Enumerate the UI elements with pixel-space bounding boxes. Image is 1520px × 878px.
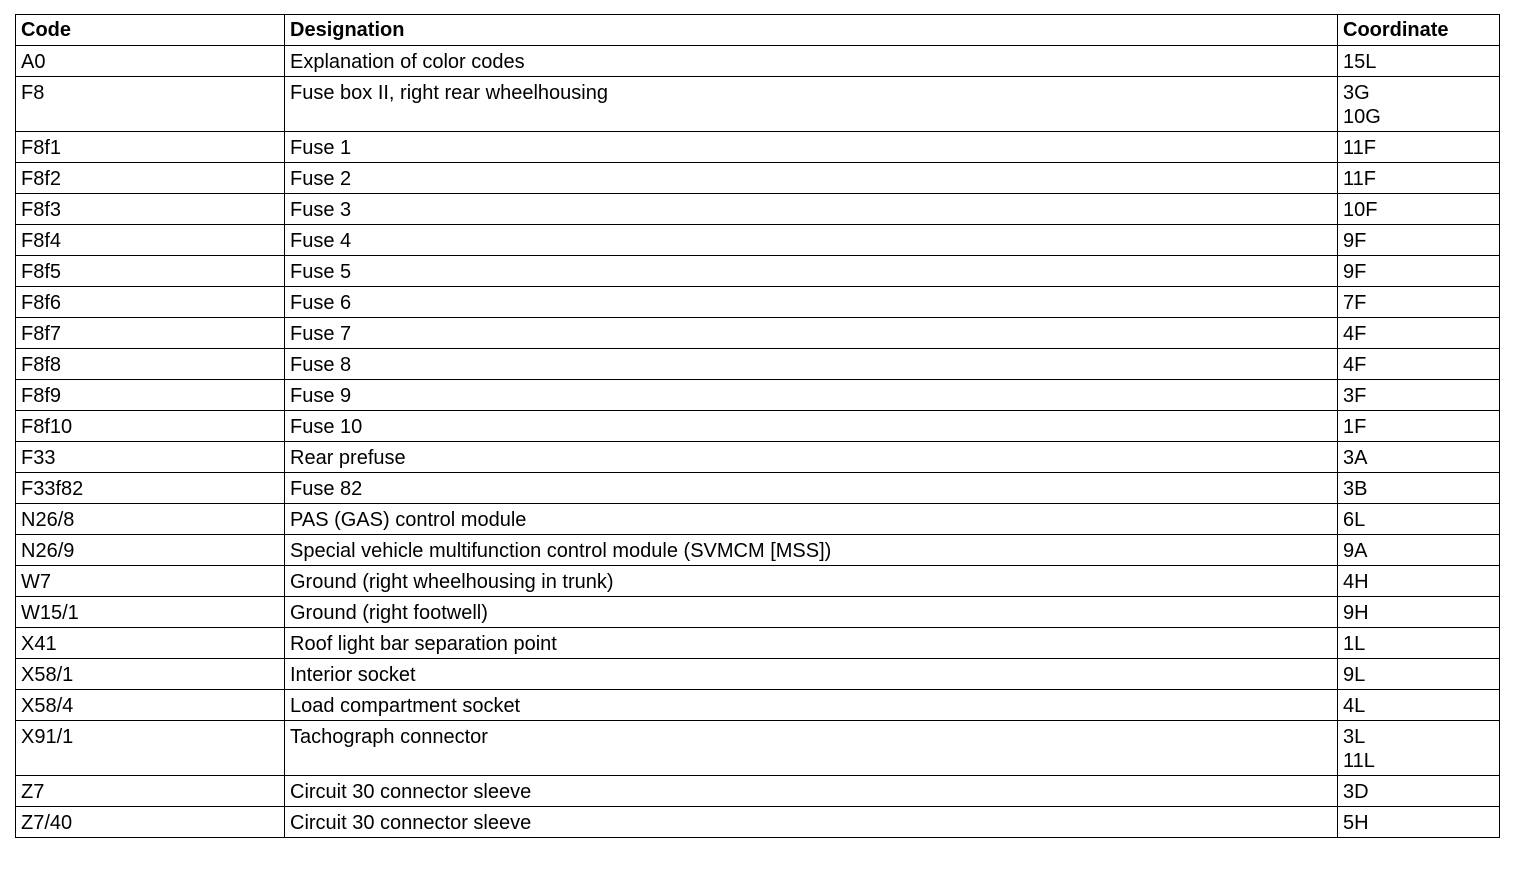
cell-code: F8f7	[16, 318, 285, 349]
table-row	[16, 349, 1500, 380]
coordinate-value: 6L	[1343, 509, 1366, 531]
coordinate-value: 11L	[1343, 750, 1375, 772]
coordinate-value: 1F	[1343, 416, 1367, 438]
cell-designation: Load compartment socket	[285, 690, 1338, 721]
cell-coordinate	[1338, 132, 1500, 163]
cell-designation: Tachograph connector	[285, 721, 1338, 776]
coordinate-value: 3D	[1343, 781, 1369, 803]
table-row	[16, 225, 1500, 256]
coordinate-value: 4H	[1343, 571, 1369, 593]
cell-designation: Roof light bar separation point	[285, 628, 1338, 659]
component-legend-table	[15, 14, 1500, 838]
table-row	[16, 287, 1500, 318]
cell-code: F8f4	[16, 225, 285, 256]
table-row	[16, 504, 1500, 535]
table-row	[16, 380, 1500, 411]
cell-coordinate	[1338, 628, 1500, 659]
cell-code: W15/1	[16, 597, 285, 628]
coordinate-value: 11F	[1343, 137, 1376, 159]
cell-designation: Fuse 7	[285, 318, 1338, 349]
cell-coordinate	[1338, 442, 1500, 473]
cell-coordinate	[1338, 318, 1500, 349]
coordinate-value: 9H	[1343, 602, 1369, 624]
cell-designation: Ground (right footwell)	[285, 597, 1338, 628]
coordinate-value: 4F	[1343, 323, 1367, 345]
header-code: Code	[16, 15, 285, 46]
cell-coordinate	[1338, 194, 1500, 225]
table-row	[16, 473, 1500, 504]
cell-designation: Fuse 10	[285, 411, 1338, 442]
cell-code: X58/4	[16, 690, 285, 721]
cell-code: X58/1	[16, 659, 285, 690]
cell-code: F8	[16, 77, 285, 132]
cell-code: X41	[16, 628, 285, 659]
cell-designation: Fuse 82	[285, 473, 1338, 504]
coordinate-value: 5H	[1343, 812, 1369, 834]
coordinate-value: 9L	[1343, 664, 1366, 686]
cell-coordinate	[1338, 807, 1500, 838]
table-row	[16, 628, 1500, 659]
cell-designation: Fuse 5	[285, 256, 1338, 287]
cell-designation: Fuse 6	[285, 287, 1338, 318]
table-row	[16, 442, 1500, 473]
table-row	[16, 46, 1500, 77]
coordinate-value: 9F	[1343, 261, 1367, 283]
table-row	[16, 535, 1500, 566]
table-row	[16, 194, 1500, 225]
cell-designation: Fuse 9	[285, 380, 1338, 411]
cell-code: A0	[16, 46, 285, 77]
cell-coordinate	[1338, 256, 1500, 287]
table-header-row	[16, 15, 1500, 46]
cell-coordinate	[1338, 163, 1500, 194]
cell-designation: Fuse 1	[285, 132, 1338, 163]
coordinate-value: 10F	[1343, 199, 1378, 221]
table-body	[16, 46, 1500, 838]
cell-code: F8f8	[16, 349, 285, 380]
cell-code: X91/1	[16, 721, 285, 776]
table-row	[16, 163, 1500, 194]
cell-designation: Special vehicle multifunction control module (SVMCM [MSS])	[285, 535, 1338, 566]
cell-coordinate	[1338, 46, 1500, 77]
cell-coordinate	[1338, 225, 1500, 256]
table-row	[16, 597, 1500, 628]
cell-coordinate	[1338, 659, 1500, 690]
coordinate-value: 9F	[1343, 230, 1367, 252]
header-designation: Designation	[285, 15, 1338, 46]
cell-designation: Rear prefuse	[285, 442, 1338, 473]
cell-designation: Interior socket	[285, 659, 1338, 690]
coordinate-value: 7F	[1343, 292, 1367, 314]
cell-code: F33	[16, 442, 285, 473]
cell-code: W7	[16, 566, 285, 597]
cell-designation: Fuse 2	[285, 163, 1338, 194]
cell-coordinate	[1338, 721, 1500, 776]
cell-designation: PAS (GAS) control module	[285, 504, 1338, 535]
cell-designation: Fuse 8	[285, 349, 1338, 380]
table-row	[16, 659, 1500, 690]
coordinate-value: 3L	[1343, 726, 1366, 748]
cell-code: N26/9	[16, 535, 285, 566]
cell-code: F8f3	[16, 194, 285, 225]
table-row	[16, 807, 1500, 838]
cell-designation: Fuse box II, right rear wheelhousing	[285, 77, 1338, 132]
coordinate-value: 3G	[1343, 82, 1370, 104]
cell-code: Z7/40	[16, 807, 285, 838]
cell-code: F8f6	[16, 287, 285, 318]
coordinate-value: 3B	[1343, 478, 1368, 500]
cell-designation: Explanation of color codes	[285, 46, 1338, 77]
table-row	[16, 690, 1500, 721]
cell-code: F8f10	[16, 411, 285, 442]
cell-code: F8f5	[16, 256, 285, 287]
coordinate-value: 3F	[1343, 385, 1367, 407]
cell-code: F8f9	[16, 380, 285, 411]
cell-coordinate	[1338, 597, 1500, 628]
coordinate-value: 4L	[1343, 695, 1366, 717]
cell-coordinate	[1338, 566, 1500, 597]
cell-coordinate	[1338, 504, 1500, 535]
cell-designation: Circuit 30 connector sleeve	[285, 776, 1338, 807]
cell-designation: Circuit 30 connector sleeve	[285, 807, 1338, 838]
table-row	[16, 132, 1500, 163]
cell-coordinate	[1338, 473, 1500, 504]
coordinate-value: 15L	[1343, 51, 1377, 73]
cell-code: N26/8	[16, 504, 285, 535]
table-row	[16, 318, 1500, 349]
coordinate-value: 1L	[1343, 633, 1366, 655]
cell-coordinate	[1338, 77, 1500, 132]
table-row	[16, 77, 1500, 132]
header-coordinate: Coordinate	[1338, 15, 1500, 46]
cell-coordinate	[1338, 690, 1500, 721]
cell-code: F8f1	[16, 132, 285, 163]
cell-coordinate	[1338, 776, 1500, 807]
coordinate-value: 11F	[1343, 168, 1376, 190]
coordinate-value: 10G	[1343, 106, 1381, 128]
cell-code: Z7	[16, 776, 285, 807]
table-row	[16, 411, 1500, 442]
table-row	[16, 256, 1500, 287]
table-row	[16, 721, 1500, 776]
cell-coordinate	[1338, 380, 1500, 411]
table-row	[16, 566, 1500, 597]
cell-designation: Fuse 4	[285, 225, 1338, 256]
cell-coordinate	[1338, 411, 1500, 442]
cell-designation: Ground (right wheelhousing in trunk)	[285, 566, 1338, 597]
cell-coordinate	[1338, 535, 1500, 566]
coordinate-value: 9A	[1343, 540, 1368, 562]
cell-code: F33f82	[16, 473, 285, 504]
coordinate-value: 4F	[1343, 354, 1367, 376]
cell-coordinate	[1338, 349, 1500, 380]
cell-code: F8f2	[16, 163, 285, 194]
coordinate-value: 3A	[1343, 447, 1368, 469]
cell-coordinate	[1338, 287, 1500, 318]
cell-designation: Fuse 3	[285, 194, 1338, 225]
table-row	[16, 776, 1500, 807]
